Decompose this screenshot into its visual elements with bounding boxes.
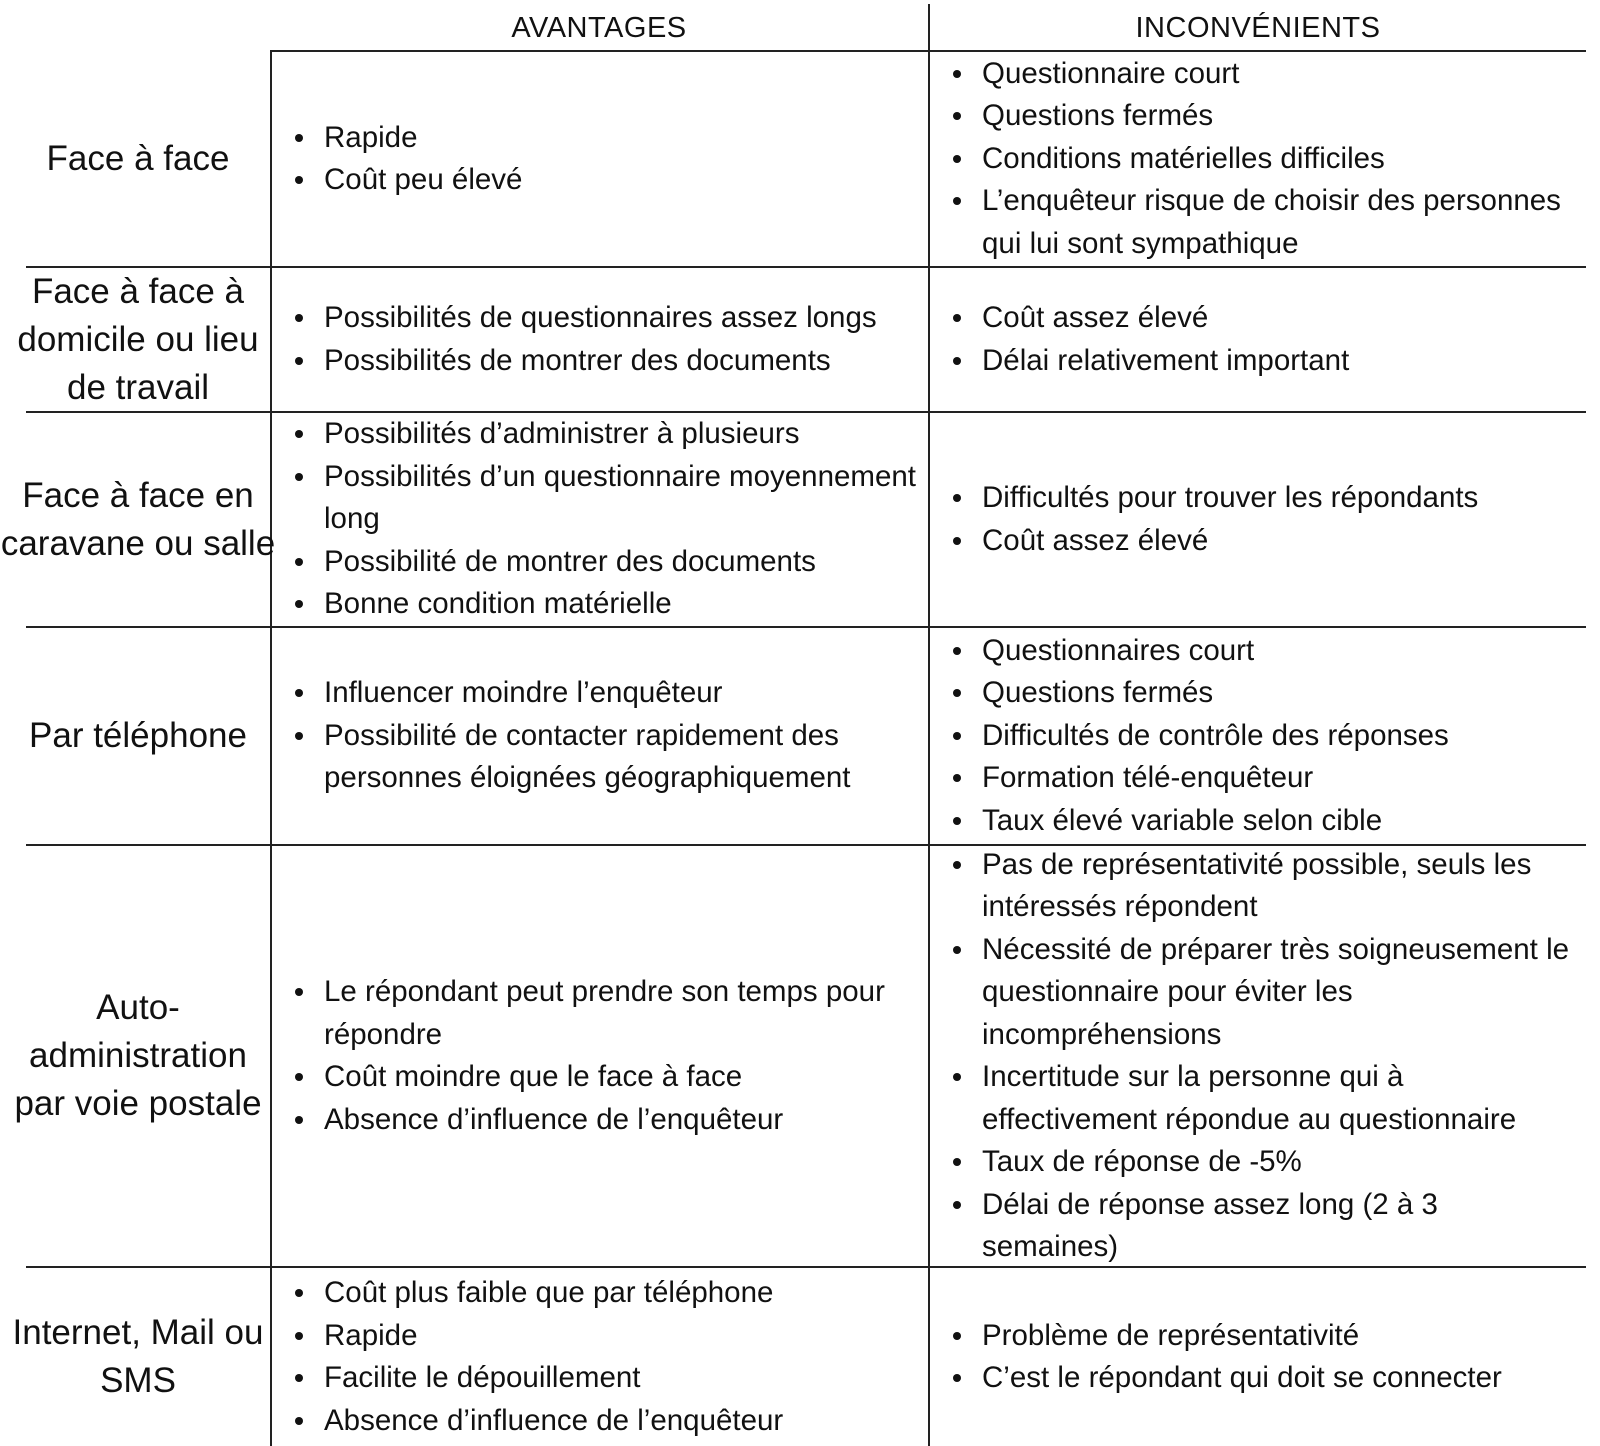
list-item: Coût assez élevé	[956, 297, 1580, 340]
list-item: Possibilités de questionnaires assez longs	[298, 297, 922, 340]
list-item: Questions fermés	[956, 672, 1580, 715]
row-label: Par téléphone	[29, 716, 247, 755]
bullet-list	[286, 971, 922, 1141]
cell-inconvenients	[930, 413, 1586, 626]
list-item: Taux élevé variable selon cible	[956, 800, 1580, 843]
list-item: Facilite le dépouillement	[298, 1357, 922, 1400]
bullet-list	[286, 413, 922, 626]
cell-inconvenients	[930, 1268, 1586, 1446]
list-item: C’est le répondant qui doit se connecter	[956, 1357, 1580, 1400]
header-inconvenients: INCONVÉNIENTS	[1135, 11, 1381, 44]
list-item: Bonne condition matérielle	[298, 583, 922, 626]
list-item: Coût assez élevé	[956, 520, 1580, 563]
cell-avantages	[272, 846, 928, 1266]
row-label: Internet, Mail ou SMS	[12, 1313, 264, 1400]
list-item: Possibilités de montrer des documents	[298, 340, 922, 383]
list-item: Possibilités d’un questionnaire moyennement long	[298, 456, 922, 541]
list-item: Délai de réponse assez long (2 à 3 semaines)	[956, 1184, 1580, 1269]
list-item: Possibilités d’administrer à plusieurs	[298, 413, 922, 456]
list-item: Pas de représentativité possible, seuls les intéressés répondent	[956, 844, 1580, 929]
bullet-list	[286, 672, 922, 800]
list-item: L’enquêteur risque de choisir des personnes qui lui sont sympathique	[956, 180, 1580, 265]
list-item: Absence d’influence de l’enquêteur	[298, 1400, 922, 1443]
list-item: Influencer moindre l’enquêteur	[298, 672, 922, 715]
list-item: Rapide	[298, 1315, 922, 1358]
cell-inconvenients	[930, 628, 1586, 844]
bullet-list	[944, 297, 1580, 382]
list-item: Difficultés pour trouver les répondants	[956, 477, 1580, 520]
cell-avantages	[272, 1268, 928, 1446]
cell-avantages	[272, 52, 928, 266]
bullet-list	[286, 117, 922, 202]
bullet-list	[944, 53, 1580, 266]
list-item: Possibilité de contacter rapidement des personnes éloignées géographiquement	[298, 715, 922, 800]
bullet-list	[944, 477, 1580, 562]
list-item: Délai relativement important	[956, 340, 1580, 383]
list-item: Absence d’influence de l’enquêteur	[298, 1099, 922, 1142]
list-item: Formation télé-enquêteur	[956, 757, 1580, 800]
list-item: Rapide	[298, 117, 922, 160]
list-item: Coût moindre que le face à face	[298, 1056, 922, 1099]
bullet-list	[944, 1315, 1580, 1400]
list-item: Taux de réponse de -5%	[956, 1141, 1580, 1184]
cell-inconvenients	[930, 52, 1586, 266]
row-label: Face à face en caravane ou salle	[0, 475, 276, 563]
list-item: Conditions matérielles difficiles	[956, 138, 1580, 181]
row-label: Face à face	[46, 139, 230, 178]
list-item: Problème de représentativité	[956, 1315, 1580, 1358]
list-item: Questionnaire court	[956, 53, 1580, 96]
cell-inconvenients	[930, 846, 1586, 1266]
list-item: Difficultés de contrôle des réponses	[956, 715, 1580, 758]
list-item: Nécessité de préparer très soigneusement le questionnaire pour éviter les incompréhensions	[956, 929, 1580, 1057]
list-item: Questionnaires court	[956, 630, 1580, 673]
row-label: Face à face à domicile ou lieu de travail	[17, 271, 259, 407]
cell-inconvenients	[930, 268, 1586, 411]
list-item: Coût plus faible que par téléphone	[298, 1272, 922, 1315]
list-item: Incertitude sur la personne qui à effectivement répondue au questionnaire	[956, 1056, 1580, 1141]
cell-avantages	[272, 268, 928, 411]
list-item: Le répondant peut prendre son temps pour répondre	[298, 971, 922, 1056]
cell-avantages	[272, 628, 928, 844]
row-label: Auto-administration par voie postale	[14, 988, 262, 1123]
cell-avantages	[272, 413, 928, 626]
bullet-list	[944, 630, 1580, 843]
bullet-list	[944, 844, 1580, 1269]
bullet-list	[286, 1272, 922, 1442]
header-avantages: AVANTAGES	[511, 11, 687, 44]
list-item: Coût peu élevé	[298, 159, 922, 202]
list-item: Possibilité de montrer des documents	[298, 541, 922, 584]
list-item: Questions fermés	[956, 95, 1580, 138]
bullet-list	[286, 297, 922, 382]
